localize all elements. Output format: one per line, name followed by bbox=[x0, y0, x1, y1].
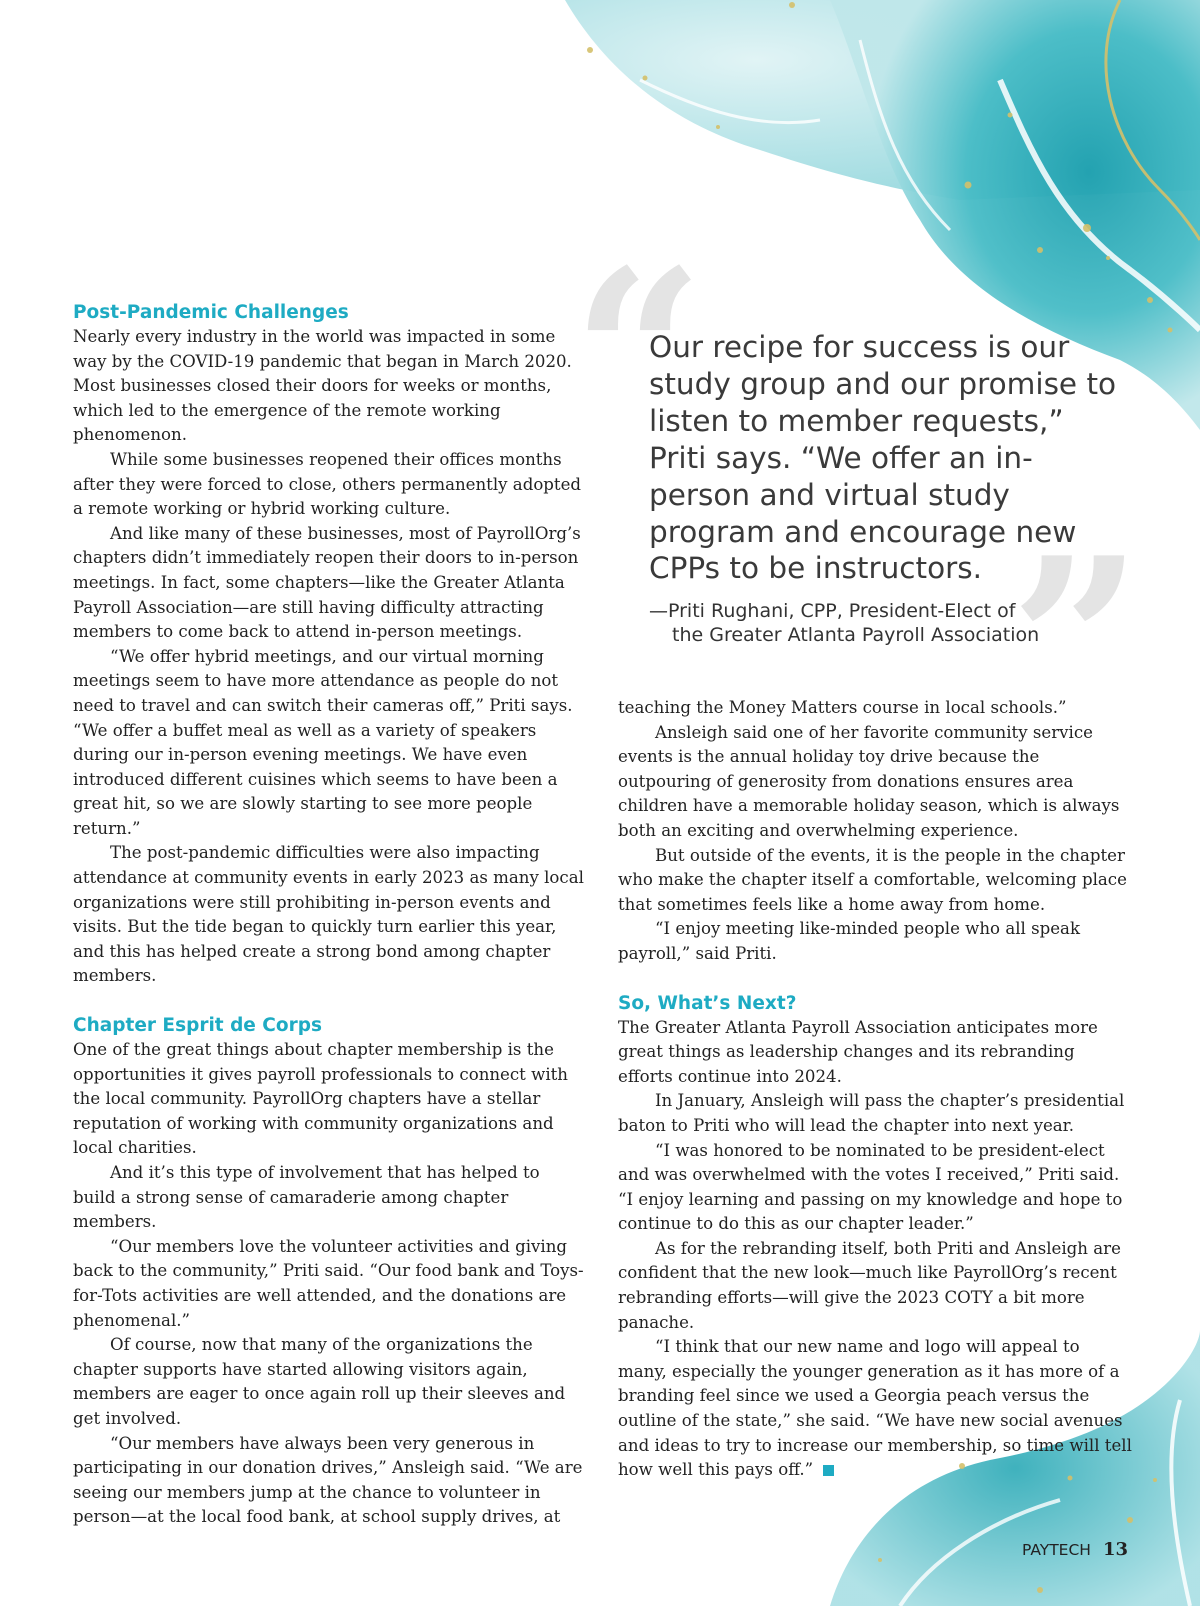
paragraph: One of the great things about chapter membership is the opportunities it gives payroll professionals to connect with the local community. PayrollOrg chapters have a stellar reputation of working with community organizations and local charities. bbox=[73, 1040, 568, 1158]
paragraph: The post-pandemic difficulties were also impacting attendance at community events in early 2023 as many local organizations were still prohibiting in-person events and visits. But the tide began to quickly turn earlier this year, and this has helped create a strong bond among chapter members. bbox=[73, 843, 584, 986]
heading-whats-next: So, What’s Next? bbox=[618, 992, 797, 1014]
heading-post-pandemic: Post-Pandemic Challenges bbox=[73, 302, 349, 323]
paragraph: teaching the Money Matters course in local schools.” bbox=[618, 698, 1067, 717]
paragraph: While some businesses reopened their offices months after they were forced to close, others permanently adopted a remote working or hybrid working culture. bbox=[73, 449, 582, 519]
paragraph-final bbox=[618, 1335, 1132, 1483]
attribution-line: —Priti Rughani, CPP, President-Elect of bbox=[649, 600, 1016, 623]
pull-quote-text: Our recipe for success is our study group and our promise to listen to member requests,” Priti says. “We offer an in-person and virtual study program and encourage new CPPs to be instructors. bbox=[649, 330, 1117, 586]
paragraph: “We offer hybrid meetings, and our virtual morning meetings seem to have more attendance as people do not need to travel and can switch their cameras off,” Priti says. “We offer a buffet meal as well as a variety of speakers during our in-person evening meetings. We have even introduced different cuisines which seems to have been a great hit, so we are slowly starting to see more people return.” bbox=[73, 646, 573, 838]
paragraph: As for the rebranding itself, both Priti and Ansleigh are confident that the new look—much like PayrollOrg’s recent rebranding efforts—will give the 2023 COTY a bit more panache. bbox=[618, 1238, 1121, 1332]
paragraph: “Our members love the volunteer activities and giving back to the community,” Priti said. “Our food bank and Toys-for-Tots activities are well attended, and the donations are phenomenal.” bbox=[73, 1236, 584, 1330]
pull-quote-attribution bbox=[649, 600, 1119, 647]
right-column bbox=[618, 696, 1132, 1483]
paragraph-text: “I think that our new name and logo will appeal to many, especially the younger generation as it has more of a branding feel since we used a Georgia peach versus the outline of the state,” she said. “We have new social avenues and ideas to try to increase our membership, so time will tell how well this pays off.” bbox=[618, 1337, 1132, 1480]
paragraph: The Greater Atlanta Payroll Association anticipates more great things as leadership changes and its rebranding efforts continue into 2024. bbox=[618, 1017, 1098, 1086]
paragraph: Nearly every industry in the world was impacted in some way by the COVID-19 pandemic that began in March 2020. Most businesses closed their doors for weeks or months, which led to the emergence of the remote working phenomenon. bbox=[73, 327, 572, 445]
left-column bbox=[73, 300, 587, 1530]
paragraph: And it’s this type of involvement that has helped to build a strong sense of camaraderie among chapter members. bbox=[73, 1163, 540, 1232]
open-quote-mark: “ bbox=[572, 220, 705, 490]
paragraph: “Our members have always been very generous in participating in our donation drives,” Ansleigh said. “We are seeing our members jump at the chance to volunteer in person—at the local food bank, at school supply drives, at bbox=[73, 1433, 583, 1527]
publication-name: PAYTECH bbox=[1021, 1541, 1091, 1559]
paragraph: Of course, now that many of the organizations the chapter supports have started allowing visitors again, members are eager to once again roll up their sleeves and get involved. bbox=[73, 1335, 566, 1428]
pull-quote bbox=[649, 329, 1119, 647]
heading-esprit-de-corps: Chapter Esprit de Corps bbox=[73, 1015, 322, 1037]
page-number: 13 bbox=[1102, 1539, 1128, 1560]
paragraph: But outside of the events, it is the people in the chapter who make the chapter itself a comfortable, welcoming place that sometimes feels like a home away from home. bbox=[618, 845, 1127, 914]
attribution-line: the Greater Atlanta Payroll Association bbox=[672, 623, 1040, 646]
paragraph: Ansleigh said one of her favorite community service events is the annual holiday toy drive because the outpouring of generosity from donations ensures area children have a memorable holiday season, which is always both an exciting and overwhelming experience. bbox=[618, 722, 1120, 840]
paragraph: In January, Ansleigh will pass the chapter’s presidential baton to Priti who will lead the chapter into next year. bbox=[618, 1091, 1125, 1135]
page-footer bbox=[1022, 1539, 1128, 1560]
paragraph: “I enjoy meeting like-minded people who all speak payroll,” said Priti. bbox=[618, 919, 1081, 963]
close-quote-mark: ” bbox=[1010, 508, 1143, 778]
paragraph: And like many of these businesses, most of PayrollOrg’s chapters didn’t immediately reopen their doors to in-person meetings. In fact, some chapters—like the Greater Atlanta Payroll Association—are still having difficulty attracting members to come back to attend in-person meetings. bbox=[73, 523, 581, 642]
end-mark-icon bbox=[823, 1465, 834, 1476]
paragraph: “I was honored to be nominated to be president-elect and was overwhelmed with the votes I received,” Priti said. “I enjoy learning and passing on my knowledge and hope to continue to do this as our chapter leader.” bbox=[618, 1140, 1123, 1234]
